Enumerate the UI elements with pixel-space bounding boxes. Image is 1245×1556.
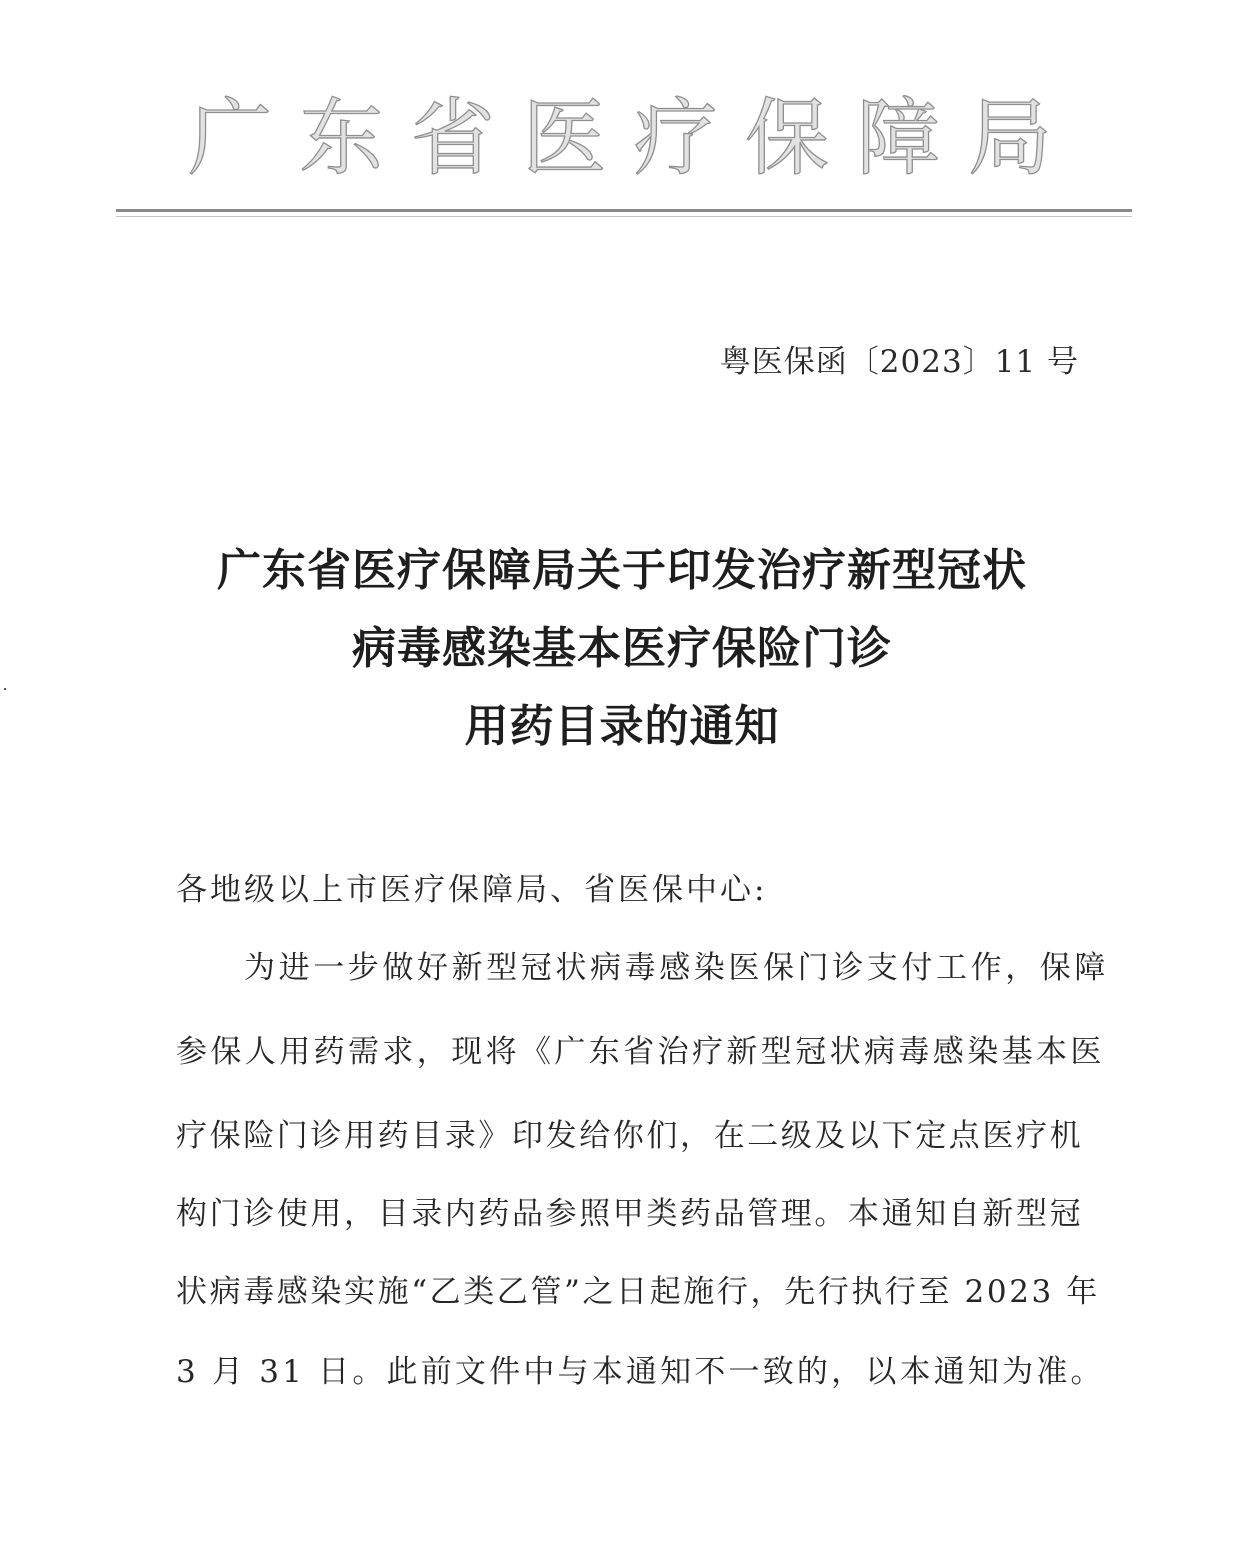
letterhead-title: [180, 88, 1060, 188]
document-title-line-1: 广东省医疗保障局关于印发治疗新型冠状: [217, 545, 1027, 596]
letterhead-char: 东: [299, 89, 384, 187]
body-paragraph-line: 构门诊使用，目录内药品参照甲类药品管理。本通知自新型冠: [176, 1196, 1084, 1232]
scan-speck: [4, 688, 6, 690]
body-paragraph-line: 3 月 31 日。此前文件中与本通知不一致的，以本通知为准。: [176, 1354, 1105, 1390]
salutation: 各地级以上市医疗保障局、省医保中心:: [176, 872, 768, 908]
letterhead-char: 广: [187, 89, 272, 187]
body-paragraph-line: 疗保险门诊用药目录》印发给你们，在二级及以下定点医疗机: [176, 1118, 1084, 1154]
document-number: 粤医保函〔2023〕11 号: [719, 344, 1079, 380]
letterhead-char: 障: [856, 89, 941, 187]
letterhead-divider-thin: [116, 216, 1132, 217]
body-paragraph-line: 参保人用药需求，现将《广东省治疗新型冠状病毒感染基本医: [176, 1034, 1105, 1070]
letterhead-char: 局: [967, 89, 1052, 187]
document-title-line-2: 病毒感染基本医疗保险门诊: [352, 623, 892, 674]
document-title-line-3: 用药目录的通知: [464, 701, 780, 752]
letterhead-char: 省: [410, 89, 495, 187]
body-paragraph-line: 为进一步做好新型冠状病毒感染医保门诊支付工作，保障: [244, 950, 1109, 986]
body-paragraph-line: 状病毒感染实施“乙类乙管”之日起施行，先行执行至 2023 年: [176, 1274, 1100, 1310]
letterhead-char: 疗: [633, 89, 718, 187]
letterhead-divider: [116, 209, 1132, 212]
letterhead-char: 医: [522, 89, 607, 187]
letterhead-char: 保: [745, 89, 830, 187]
